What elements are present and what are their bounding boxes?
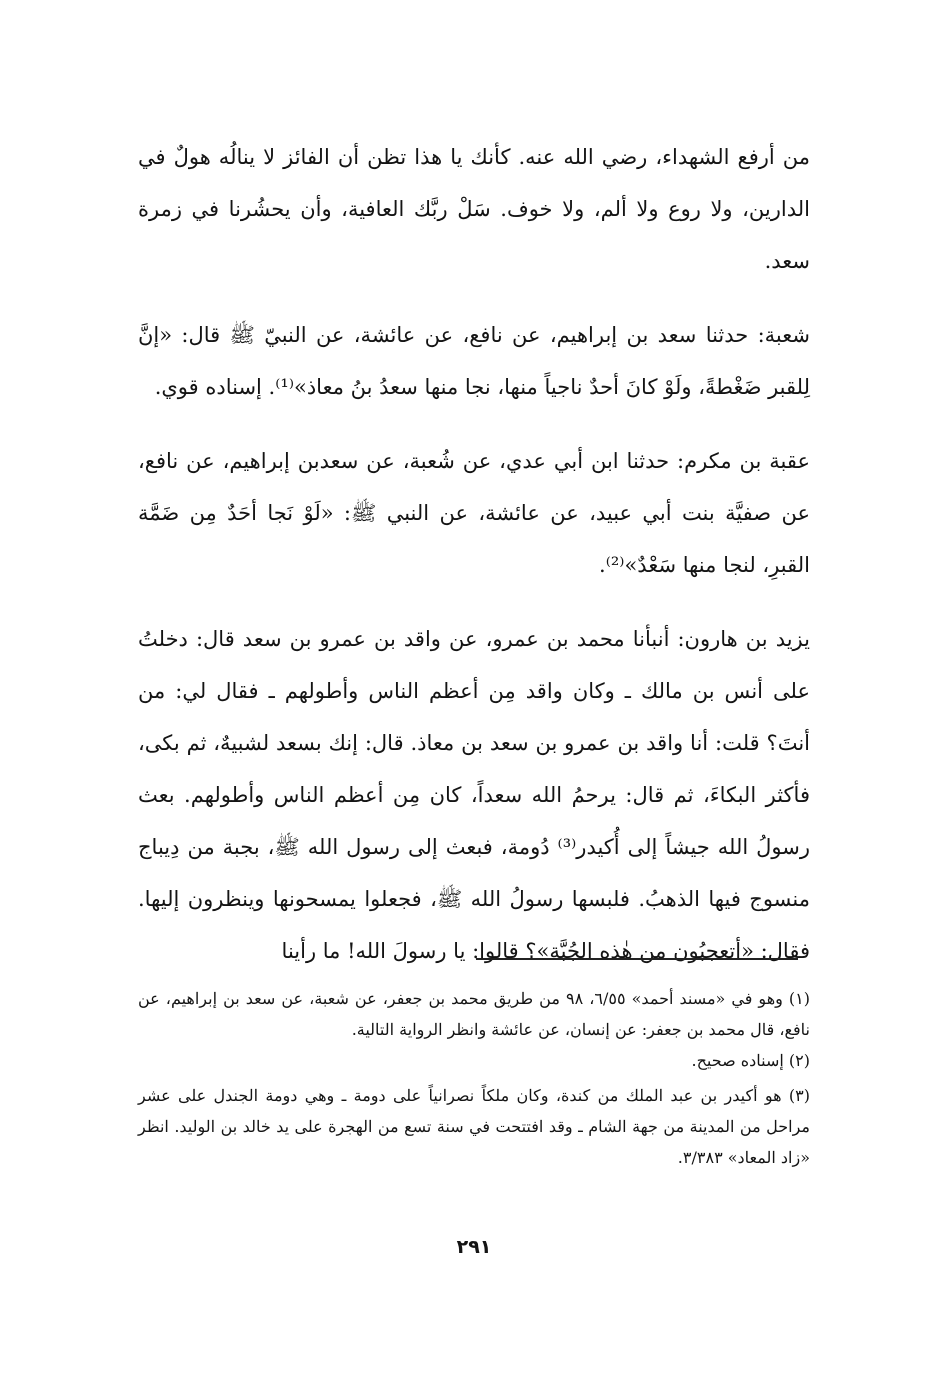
footnotes [138,983,810,1173]
paragraph-shuba-hadith: شعبة: حدثنا سعد بن إبراهيم، عن نافع، عن عائشة، عن النبيّ ﷺ قال: «إنَّ لِلقبر ضَغْطةً، ولَوْ كانَ أحدٌ ناجياً منها، نجا منها سعدُ بنُ معاذ»⁽¹⁾. إسناده قوي. [138,323,810,399]
paragraph-closing-comment: من أرفع الشهداء، رضي الله عنه. كأنك يا هذا تظن أن الفائز لا ينالُه هولٌ في الدارين، ولا روع ولا ألم، ولا خوف. سَلْ ربَّك العافية، وأن يحشُرنا في زمرة سعد. [138,145,810,273]
main-text [138,131,810,999]
footnote-1: (١) وهو في «مسند أحمد» ٦/٥٥، ٩٨ من طريق محمد بن جعفر، عن شعبة، عن سعد بن إبراهيم، عن نافع، قال محمد بن جعفر: عن إنسان، عن عائشة وانظر الرواية التالية. [138,989,811,1039]
page-number: ٢٩١ [456,1236,492,1258]
footnote-3: (٣) هو أكيدر بن عبد الملك من كندة، وكان ملكاً نصرانياً على دومة ـ وهي دومة الجندل على عشر مراحل من المدينة من جهة الشام ـ وقد افتتحت في سنة تسع من الهجرة على يد خالد بن الوليد. انظر «زاد المعاد» ٣/٣٨٣. [138,1086,811,1167]
paragraph-yazid-narration: يزيد بن هارون: أنبأنا محمد بن عمرو، عن واقد بن عمرو بن سعد قال: دخلتُ على أنس بن مالك ـ وكان واقد مِن أعظم الناس وأطولهم ـ فقال لي: من أنتَ؟ قلت: أنا واقد بن عمرو بن سعد بن معاذ. قال: إنك بسعد لشبيهٌ، ثم بكى، فأكثر البكاءَ، ثم قال: يرحمُ الله سعداً، كان مِن أعظم الناس وأطولهم. بعث رسولُ الله جيشاً إلى أُكيدر⁽³⁾ دُومة، فبعث إلى رسول الله ﷺ، بجبة من دِيباج منسوج فيها الذهبُ. فلبسها رسولُ الله ﷺ، فجعلوا يمسحونها وينظرون إليها. فقال: «أتعجبُون من هٰذه الجُبَّة»؟ قالوا: يا رسولَ الله! ما رأينا [138,627,810,963]
paragraph-uqba-hadith: عقبة بن مكرم: حدثنا ابن أبي عدي، عن شُعبة، عن سعدبن إبراهيم، عن نافع، عن صفيَّة بنت أبي عبيد، عن عائشة، عن النبي ﷺ: «لَوْ نَجا أحَدٌ مِن ضَمَّة القبرِ، لنجا منها سَعْدٌ»⁽²⁾. [138,449,810,577]
footnote-2: (٢) إسناده صحيح. [691,1051,810,1070]
footnote-separator [476,958,798,960]
